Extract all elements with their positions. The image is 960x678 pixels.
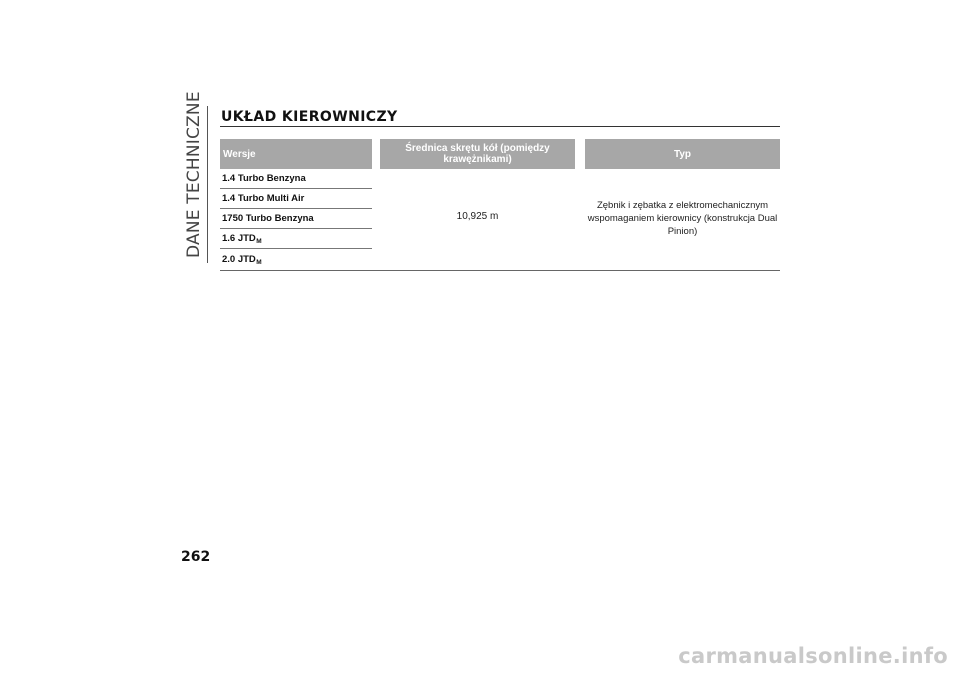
table-row-version: [220, 169, 372, 189]
side-divider: [207, 106, 208, 263]
version-label: 2.0 JTD: [222, 253, 256, 265]
steering-type-value: Zębnik i zębatka z elektromechanicznym wspomaganiem kierownicy (konstrukcja Dual Pinion): [587, 200, 778, 237]
version-label: 1.4 Turbo Multi Air: [222, 193, 305, 204]
watermark: carmanualsonline.info: [678, 644, 948, 668]
page-number: 262: [181, 549, 211, 565]
column-header-typ: [585, 139, 780, 169]
column-header-srednica: [380, 139, 575, 169]
table-row-version: [220, 209, 372, 229]
table-bottom-rule: [220, 270, 780, 271]
column-header-typ-label: Typ: [673, 148, 692, 160]
table-row-version: [220, 229, 372, 249]
section-heading: UKŁAD KIEROWNICZY: [221, 109, 398, 125]
heading-underline: [220, 126, 780, 127]
column-header-wersje: [220, 139, 372, 169]
version-label: 1.4 Turbo Benzyna: [222, 173, 306, 184]
side-section-title: DANE TECHNICZNE: [184, 91, 204, 258]
table-row-version: [220, 249, 372, 269]
turning-diameter-value: 10,925 m: [456, 211, 499, 222]
column-header-wersje-label: Wersje: [223, 148, 256, 160]
version-subscript: M: [256, 258, 262, 266]
version-label: 1750 Turbo Benzyna: [222, 213, 314, 224]
table-row-version: [220, 189, 372, 209]
version-subscript: M: [256, 238, 262, 245]
column-header-srednica-label: Średnica skrętu kół (pomiędzy krawężnikami): [405, 143, 550, 165]
version-label: 1.6 JTD: [222, 233, 256, 244]
